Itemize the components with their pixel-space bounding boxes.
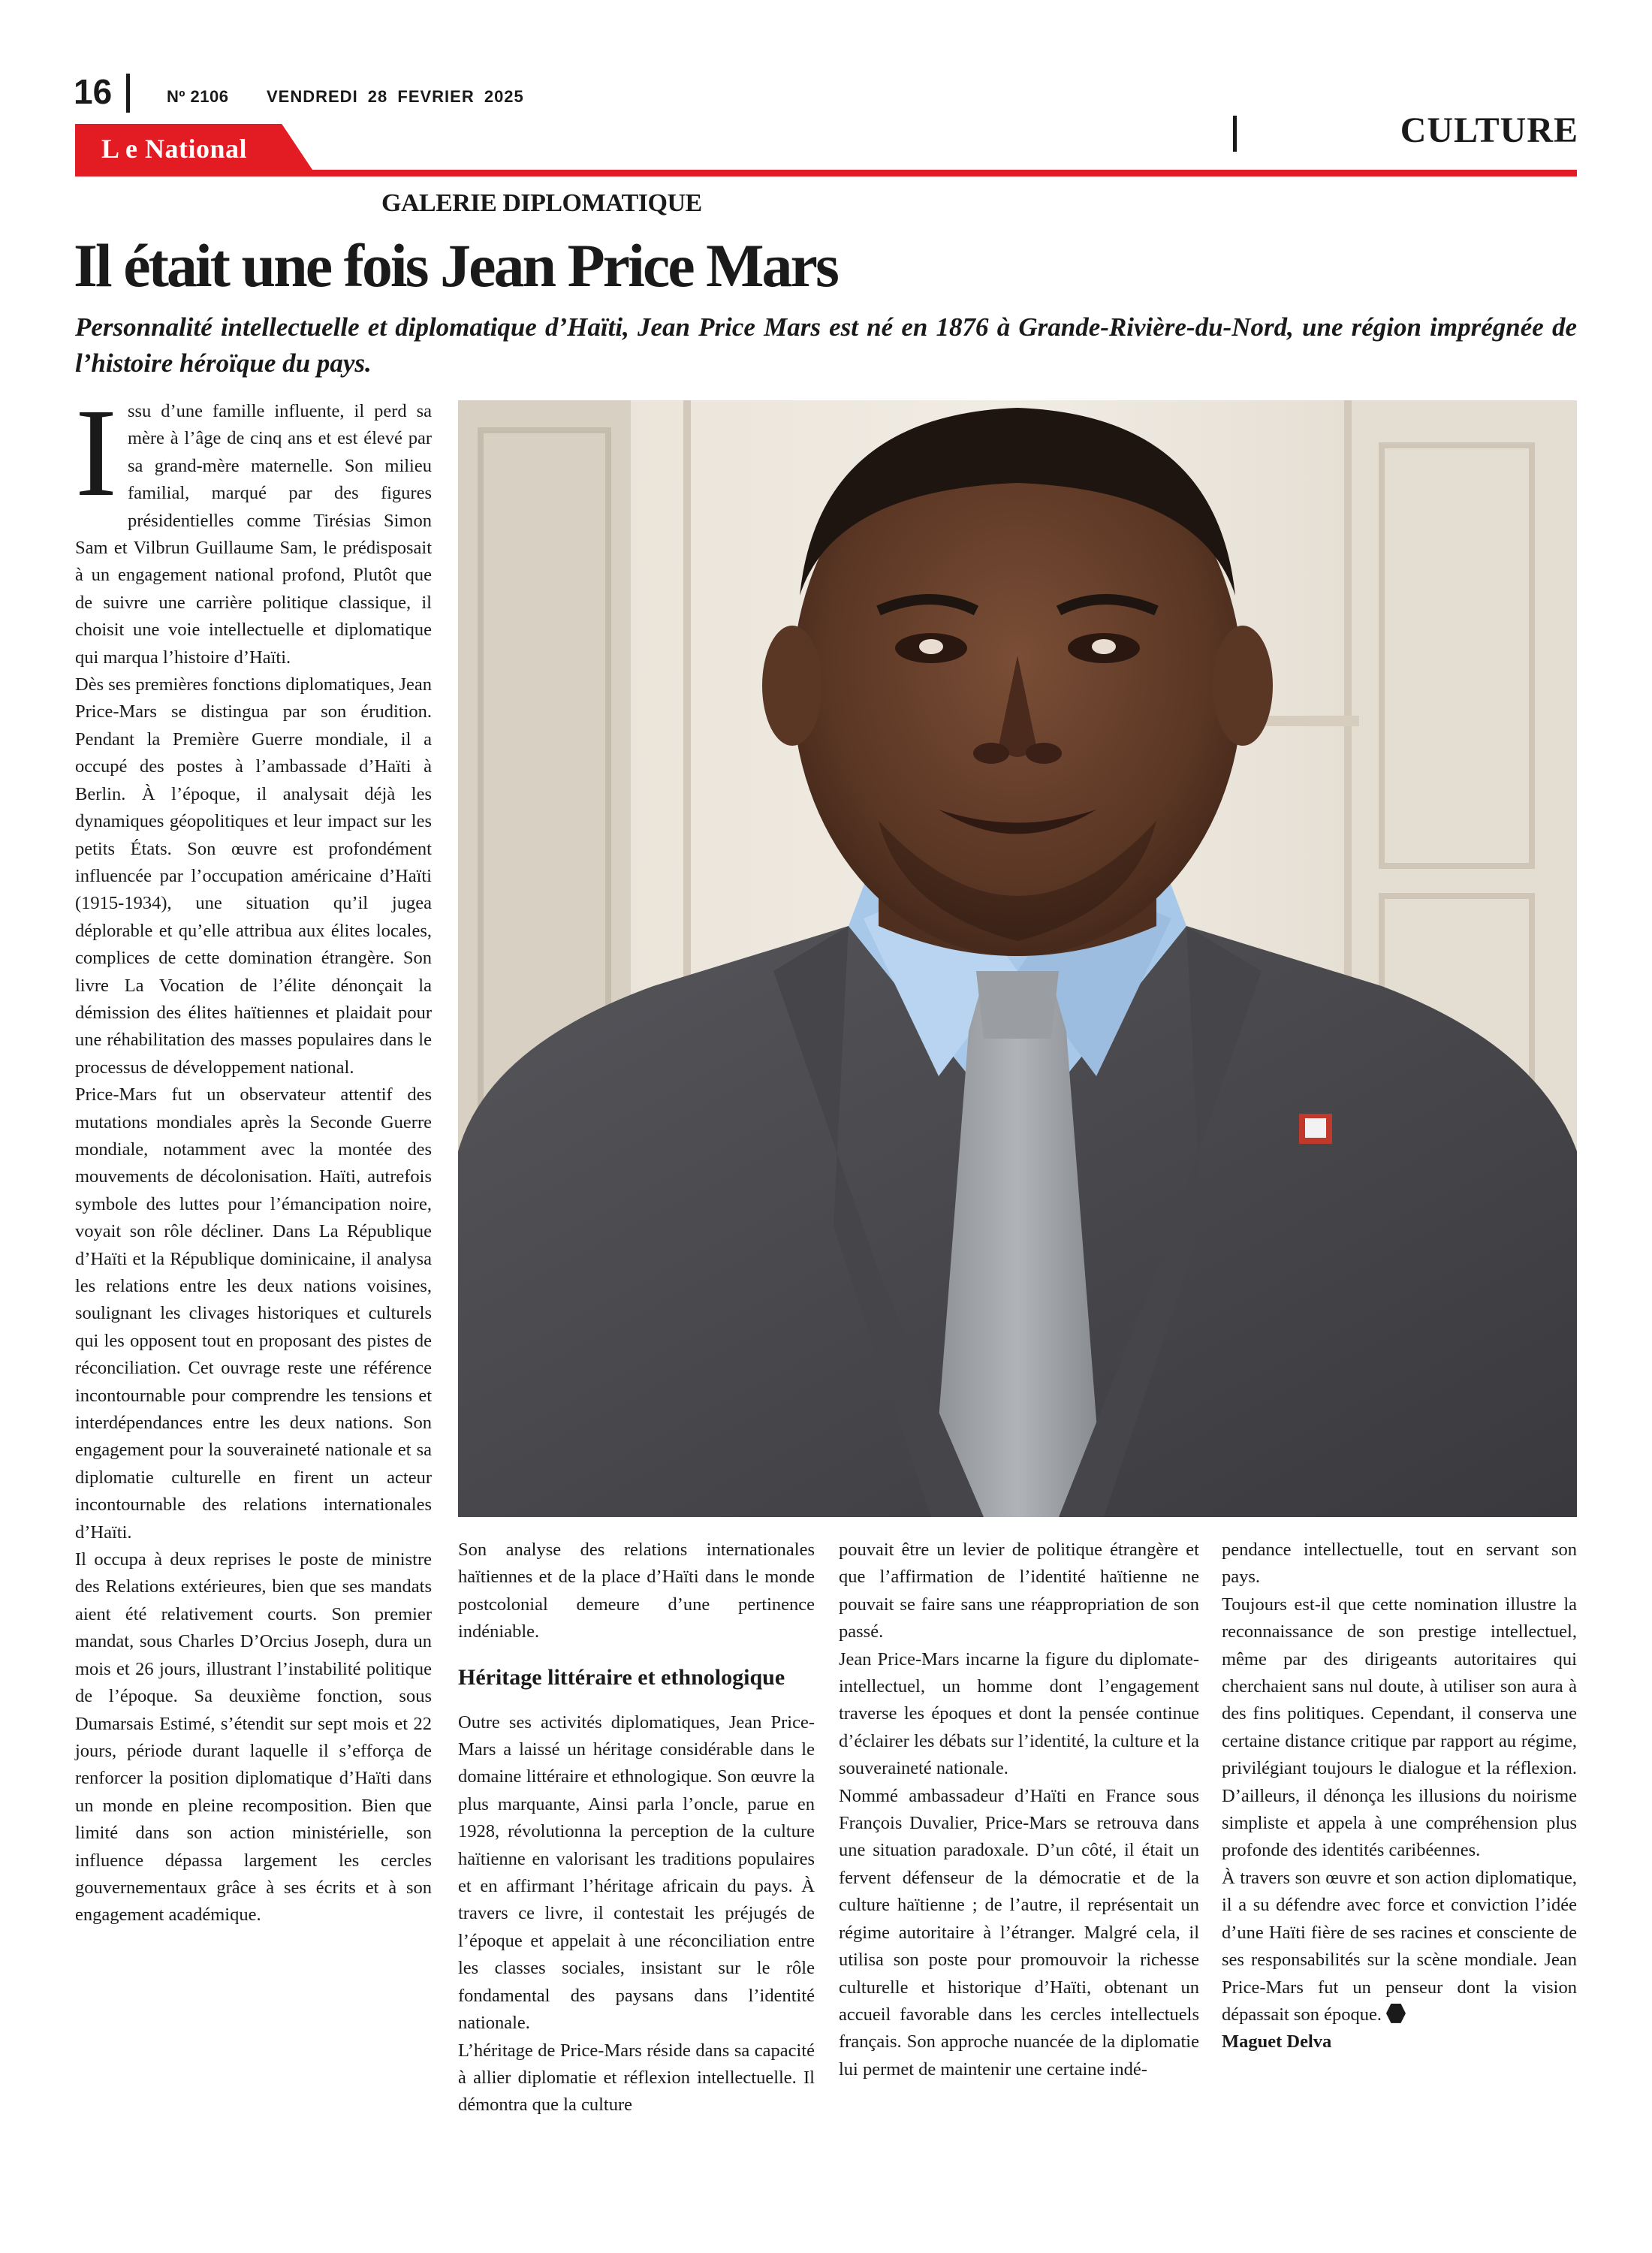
article-column-2 — [458, 1537, 815, 2119]
article-headline: Il était une fois Jean Price Mars — [74, 231, 837, 300]
header-rule — [75, 170, 1577, 176]
publication-name: L e National — [101, 134, 248, 164]
article-paragraph: Dès ses premières fonctions diplomatiques, Jean Price-Mars se distingua par son érudition. Pendant la Première Guerre mondiale, il a occupé des postes à l’ambassade d’Haïti à Berlin. À l’époque, il analysait déjà les dynamiques géopolitiques et leur impact sur les petits États. Son œuvre est profondément influencée par l’occupation américaine d’Haïti (1915-1934), une situation qu’il jugea déplorable et qu’elle attribua aux élites locales, complices de cette domination étrangère. Son livre La Vocation de l’élite dénonçait la démission des élites haïtiennes et plaidait pour une réhabilitation des masses populaires dans le processus de développement national. — [75, 674, 432, 1078]
article-kicker: GALERIE DIPLOMATIQUE — [381, 189, 702, 217]
article-paragraph — [75, 383, 432, 671]
issue-date: VENDREDI 28 FEVRIER 2025 — [267, 87, 524, 106]
article-paragraph: Price-Mars fut un observateur attentif des mutations mondiales après la Seconde Guerre mondiale, notamment avec la montée des mouvements de décolonisation. Haïti, autrefois symbole des luttes pour l’émancipation noire, voyait son rôle décliner. Dans La République d’Haïti et la République dominicaine, il analysa les relations entre les deux nations voisines, soulignant les clivages historiques et culturels qui les opposent tout en proposant des pistes de réconciliation. Cet ouvrage reste une référence incontournable pour comprendre les tensions et interdépendances entre les deux nations. Son engagement pour la souveraineté nationale et sa diplomatie culturelle en firent un acteur incontournable des relations internationales d’Haïti. — [75, 1084, 432, 1543]
page-number-divider — [126, 74, 130, 113]
article-column-1 — [75, 383, 432, 1929]
article-column-3 — [839, 1537, 1199, 2083]
article-paragraph — [1222, 1865, 1577, 2028]
article-paragraph: pendance intellectuelle, tout en servant son pays. — [1222, 1540, 1577, 1588]
article-subheading: Héritage littéraire et ethnologique — [458, 1664, 785, 1690]
article-paragraph: Outre ses activités diplomatiques, Jean Price-Mars a laissé un héritage considérable dans le domaine littéraire et ethnologique. Son œuvre la plus marquante, Ainsi parla l’oncle, parue en 1928, révolutionna la perception de la culture haïtienne en valorisant les traditions populaires et en affirmant l’héritage africain du pays. À travers ce livre, il contestait les préjugés de l’époque et appelait à une réconciliation entre les classes sociales, insistant sur le rôle fondamental des paysans dans l’identité nationale. — [458, 1712, 815, 2034]
paragraph-text: À travers son œuvre et son action diplomatique, il a su défendre avec force et conviction l’idée d’une Haïti fière de ses racines et consciente de ses responsabilités sur la scène mondiale. Jean Price-Mars fut un penseur dont la vision dépassait son époque. — [1222, 1867, 1577, 2025]
page-number: 16 — [74, 72, 113, 111]
article-column-4 — [1222, 1537, 1577, 2056]
paragraph-text: ssu d’une famille influente, il perd sa mère à l’âge de cinq ans et est élevé par sa grand-mère maternelle. Son milieu familial, marqué par des figures présidentielles comme Tirésias Simon Sam et Vilbrun Guillaume Sam, le prédisposait à un engagement national profond, Plutôt que de suivre une carrière politique classique, il choisit une voie intellectuelle et diplomatique qui marqua l’histoire d’Haïti. — [75, 401, 432, 668]
article-paragraph: pouvait être un levier de politique étrangère et que l’affirmation de l’identité haïtienne ne pouvait se faire sans une réappropriation de son passé. — [839, 1540, 1199, 1642]
end-of-article-icon — [1386, 2004, 1406, 2023]
article-author: Maguet Delva — [1222, 2031, 1332, 2052]
section-name: CULTURE — [1400, 110, 1578, 150]
article-paragraph: Nommé ambassadeur d’Haïti en France sous François Duvalier, Price-Mars se retrouva dans une situation paradoxale. D’un côté, il était un fervent défenseur de la démocratie et de la culture haïtienne ; de l’autre, il représentait un régime autoritaire à l’étranger. Malgré cela, il utilisa son poste pour promouvoir la richesse culturelle et historique d’Haïti, obtenant un accueil favorable dans les cercles intellectuels français. Son approche nuancée de la diplomatie lui permet de maintenir une certaine indé- — [839, 1785, 1199, 2080]
portrait-illustration — [458, 400, 1577, 1517]
portrait-photo — [458, 400, 1577, 1517]
section-divider — [1233, 116, 1237, 152]
drop-cap: I — [75, 383, 117, 523]
article-paragraph: L’héritage de Price-Mars réside dans sa capacité à allier diplomatie et réflexion intellectuelle. Il démontra que la culture — [458, 2040, 815, 2116]
article-standfirst: Personnalité intellectuelle et diplomatique d’Haïti, Jean Price Mars est né en 1876 à Grande-Rivière-du-Nord, une région imprégnée de l’histoire héroïque du pays. — [75, 312, 1577, 378]
article-paragraph: Il occupa à deux reprises le poste de ministre des Relations extérieures, bien que ses mandats aient été relativement courts. Son premier mandat, sous Charles D’Orcius Joseph, dura un mois et 26 jours, illustrant l’instabilité politique de l’époque. Sa deuxième fonction, sous Dumarsais Estimé, s’étendit sur sept mois et 22 jours, période durant laquelle il s’efforça de renforcer la position diplomatique d’Haïti dans un monde en pleine recomposition. Bien que limité dans son action ministérielle, son influence dépassa largement les cercles gouvernementaux grâce à ses écrits et à son engagement académique. — [75, 1549, 432, 1926]
article-paragraph: Son analyse des relations internationales haïtiennes et de la place d’Haïti dans le monde postcolonial demeure d’une pertinence indéniable. — [458, 1540, 815, 1642]
issue-number: Nº 2106 — [167, 87, 229, 106]
article-paragraph: Jean Price-Mars incarne la figure du diplomate-intellectuel, un homme dont l’engagement traverse les époques et dont la pensée continue d’éclairer les débats sur l’identité, la culture et la souveraineté nationale. — [839, 1648, 1199, 1779]
article-paragraph: Toujours est-il que cette nomination illustre la reconnaissance de son prestige intellectuel, même par des dirigeants autoritaires qui cherchaient sans nul doute, à utiliser son aura à des fins politiques. Cependant, il conserva une certaine distance critique par rapport au régime, privilégiant toujours le dialogue et la réflexion. D’ailleurs, il dénonça les illusions du noirisme simpliste et appela à une compréhension plus profonde des identités caribéennes. — [1222, 1594, 1577, 1861]
